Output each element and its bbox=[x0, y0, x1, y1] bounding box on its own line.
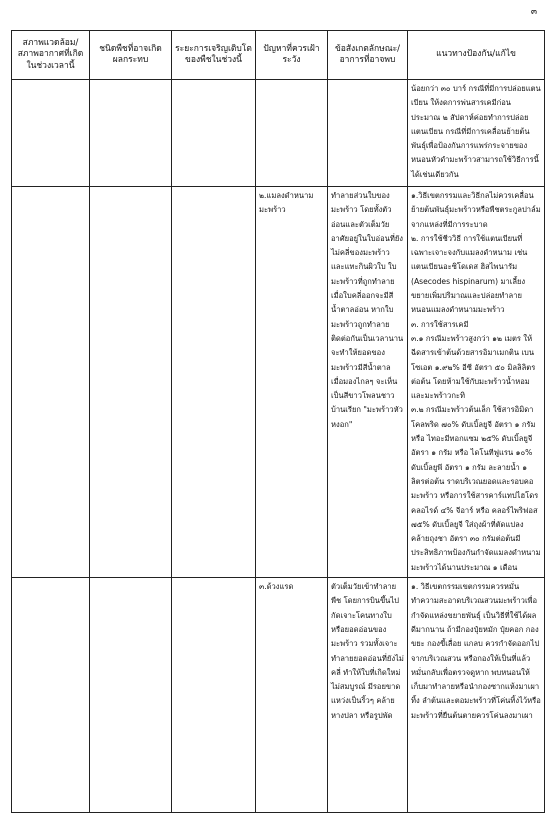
solution-text: ๓.๑ กรณีมะพร้าวสูงกว่า ๑๒ เมตร ให้ฉีดสารเข้าต้นด้วยสารอิมาเมกติน เบนโซเอต ๑.๙๒% อีซี อัตรา ๕๐ มิลลิลิตรต่อต้น โดยห้ามใช้กับมะพร้าวน้ำหอมและมะพร้าวกะทิ bbox=[411, 333, 536, 401]
header-solution: แนวทางป้องกัน/แก้ไข bbox=[408, 31, 545, 80]
header-growth-stage: ระยะการเจริญเติบโตของพืชในช่วงนี้ bbox=[172, 31, 256, 80]
environment-cell bbox=[12, 578, 90, 813]
solution-cell bbox=[408, 187, 545, 578]
table-row bbox=[12, 187, 545, 578]
solution-text: น้อยกว่า ๓๐ บาร์ กรณีที่มีการปล่อยแตนเบียน ให้งดการพ่นสารเคมีก่อน ประมาณ ๒ สัปดาห์ค่อยทำการปล่อยแตนเบียน กรณีที่มีการเคลื่อนย้ายต้นพันธุ์เพื่อป้องกันการแพร่กระจายของหนอนหัวดำมะพร้าวสามารถใช้วิธีการนี้ได้เช่นเดียวกัน bbox=[411, 84, 541, 179]
header-affected-crop: ชนิดพืชที่อาจเกิดผลกระทบ bbox=[90, 31, 172, 80]
symptom-cell: ทำลายส่วนใบของมะพร้าว โดยทั้งตัวอ่อนและตัวเต็มวัยอาศัยอยู่ในใบอ่อนที่ยังไม่คลี่ของมะพร้าว และแทะกินผิวใบ ใบมะพร้าวที่ถูกทำลายเมื่อใบคลี่ออกจะมีสีน้ำตาลอ่อน หากใบมะพร้าวถูกทำลายติดต่อกันเป็นเวลานานจะทำให้ยอดของมะพร้าวมีสีน้ำตาล เมื่อมองไกลๆ จะเห็นเป็นสีขาวโพลนชาวบ้านเรียก "มะพร้าวหัวหงอก" bbox=[328, 187, 408, 578]
solution-text: ๓. การใช้สารเคมี bbox=[411, 319, 469, 329]
problem-cell: ๓.ด้วงแรด bbox=[256, 578, 328, 813]
solution-cell bbox=[408, 80, 545, 187]
crop-cell bbox=[90, 80, 172, 187]
growth-stage-cell bbox=[172, 80, 256, 187]
environment-cell bbox=[12, 187, 90, 578]
solution-text: ๓.๒ กรณีมะพร้าวต้นเล็ก ใช้สารอิมิดาโคลพริด ๗๐% ดับเบิ้ลยูจี อัตรา ๑ กรัม หรือ ไทอะมีทอกแซม ๒๕% ดับเบิ้ลยูจี อัตรา ๑ กรัม หรือ ไดโนทีฟูแรน ๑๐% ดับเบิ้ลยูพี อัตรา ๑ กรัม ละลายน้ำ ๑ ลิตรต่อต้น ราดบริเวณยอดและรอบคอมะพร้าว หรือการใช้สารคาร์แทปไฮโดรคลอไรด์ ๔% จีอาร์ หรือ คลอร์ไพริฟอส ๗๕% ดับเบิ้ลยูจี ใส่ถุงผ้าที่ตัดแปลงคล้ายถุงชา อัตรา ๓๐ กรัมต่อต้นมีประสิทธิภาพป้องกันกำจัดแมลงดำหนามมะพร้าวได้นานประมาณ ๑ เดือน bbox=[411, 405, 541, 572]
table-row bbox=[12, 578, 545, 813]
crop-cell bbox=[90, 187, 172, 578]
pest-surveillance-table bbox=[11, 30, 545, 813]
solution-text: ๑. วิธีเขตกรรมเขตกรรมควรหมั่นทำความสะอาดบริเวณสวนมะพร้าวเพื่อกำจัดแหล่งขยายพันธุ์ เป็นวิธีที่ใช้ได้ผลดีมากนาน ถ้ามีกองปุ๋ยหมัก ปุ๋ยคอก กองขยะ กองขี้เลื่อย แกลบ ควรกำจัดออกไปจากบริเวณสวน หรือกองให้เป็นที่แล้วหมั่นกลับเพื่อตรวจดูหาก พบหนอนให้เก็บมาทำลายหรือนำกองซากแห้งมาเผาทิ้ง ลำต้นและตอมะพร้าวที่โค่นทิ้งไว้หรือมะพร้าวที่ยืนต้นตายควรโค่นลงมาเผา bbox=[411, 582, 541, 720]
environment-cell bbox=[12, 80, 90, 187]
header-row bbox=[12, 31, 545, 80]
solution-cell bbox=[408, 578, 545, 813]
growth-stage-cell bbox=[172, 578, 256, 813]
growth-stage-cell bbox=[172, 187, 256, 578]
header-symptom: ข้อสังเกตลักษณะ/ อาการที่อาจพบ bbox=[328, 31, 408, 80]
symptom-cell: ตัวเต็มวัยเข้าทำลายพืช โดยการบินขึ้นไปกัดเจาะโคนทางใบหรือยอดอ่อนของมะพร้าว รวมทั้งเจาะทำลายยอดอ่อนที่ยังไม่คลี่ ทำให้ใบที่เกิดใหม่ไม่สมบูรณ์ มีรอยขาดแหว่งเป็นริ้วๆ คล้ายหางปลา หรือรูปพัด bbox=[328, 578, 408, 813]
solution-text: ๑.วิธีเขตกรรมและวิธีกลไม่ควรเคลื่อนย้ายต้นพันธุ์มะพร้าวหรือพืชตระกูลปาล์มจากแหล่งที่มีการระบาด bbox=[411, 191, 541, 229]
crop-cell bbox=[90, 578, 172, 813]
table-row bbox=[12, 80, 545, 187]
problem-cell bbox=[256, 80, 328, 187]
header-environment: สภาพแวดล้อม/ สภาพอากาศที่เกิดในช่วงเวลานี้ bbox=[12, 31, 90, 80]
symptom-cell bbox=[328, 80, 408, 187]
header-problem: ปัญหาที่ควรเฝ้าระวัง bbox=[256, 31, 328, 80]
problem-cell: ๒.แมลงดำหนามมะพร้าว bbox=[256, 187, 328, 578]
solution-text: ๒. การใช้ชีววิธี การใช้แตนเบียนที่เฉพาะเจาะจงกับแมลงดำหนาม เช่น แตนเบียนอะซิโดเดส ฮิสไพนารัม (Asecodes hispinarum) มาเลี้ยงขยายเพิ่มปริมาณและปล่อยทำลายหนอนแมลงดำหนามมะพร้าว bbox=[411, 233, 528, 315]
page-number: ๓ bbox=[530, 7, 537, 17]
